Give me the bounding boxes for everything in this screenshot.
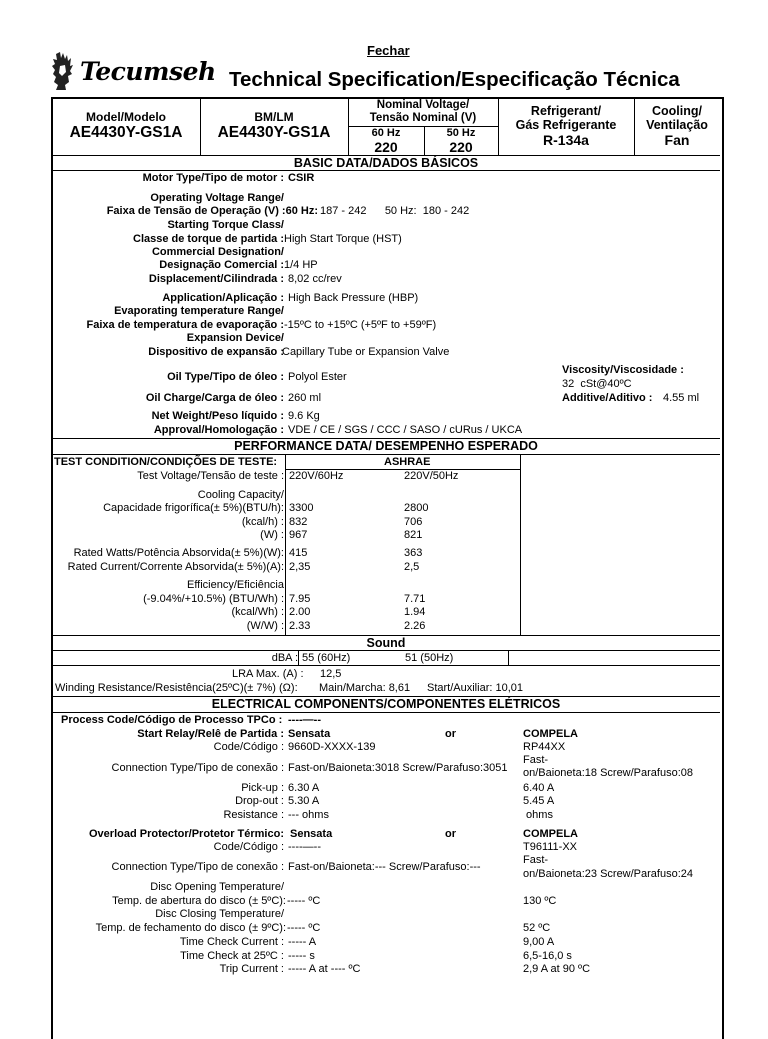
winding-main: Main/Marcha: 8,61 [319,682,411,694]
disc-open-label-1: Disc Opening Temperature/ [150,881,284,893]
voltage-label-1: Nominal Voltage/ [376,99,470,111]
overload-code-label: Code/Código : [213,841,284,853]
model-label: Model/Modelo [86,110,166,124]
rated-watts-label: Rated Watts/Potência Absorvida(± 5%)(W): [73,547,284,559]
commercial-value: 1/4 HP [284,259,318,271]
test-voltage-60: 220V/60Hz [289,470,344,482]
weight-label: Net Weight/Peso líquido : [151,410,284,422]
cooling-label-1: Cooling/ [652,104,702,118]
additive-label: Additive/Aditivo : [562,392,653,404]
trip-current-1: ----- A at ---- ºC [288,963,361,975]
hz60-label: 60 Hz [371,127,401,139]
torque-label-1: Starting Torque Class/ [167,219,284,231]
expansion-label-2: Dispositivo de expansão : [148,346,284,358]
kcalh-label: (kcal/h) : [241,516,284,528]
relay-connection-label: Connection Type/Tipo de conexão : [111,762,284,774]
start-relay-brand-2: COMPELA [523,728,578,740]
overload-code-1: ----—-- [288,841,321,853]
model-value: AE4430Y-GS1A [69,124,183,141]
time-check-current-2: 9,00 A [523,936,555,948]
voltage-range-value: 187 - 242 50 Hz: 180 - 242 [320,205,470,217]
voltage-range-label-1: Operating Voltage Range/ [150,192,284,204]
disc-open-1: ----- ºC [287,895,321,907]
disc-open-2: 130 ºC [523,895,557,907]
relay-code-label: Code/Código : [213,741,284,753]
pickup-1: 6.30 A [288,782,320,794]
bmlm-value: AE4430Y-GS1A [217,124,331,141]
brand-name: Tecumseh [80,57,216,86]
relay-code-2: RP44XX [523,741,566,753]
overload-brand-2: COMPELA [523,828,578,840]
dba-50: 51 (50Hz) [405,652,454,664]
rated-watts-60: 415 [289,547,308,559]
eff-btu-50: 7.71 [404,593,426,605]
dba-60: 55 (60Hz) [302,652,351,664]
eff-ww-label: (W/W) : [246,620,284,632]
oil-type-label: Oil Type/Tipo de óleo : [167,371,284,383]
expansion-value: Capillary Tube or Expansion Valve [282,346,450,358]
expansion-label-1: Expansion Device/ [186,332,284,344]
relay-connection-2-line-1: Fast- [523,754,549,766]
start-relay-brand-1: Sensata [288,728,331,740]
overload-connection-2-line-1: Fast- [523,854,549,866]
dropout-2: 5.45 A [523,795,555,807]
voltage-label-2: Tensão Nominal (V) [369,112,477,124]
oil-charge-value: 260 ml [288,392,322,404]
time-check-current-1: ----- A [288,936,317,948]
overload-label: Overload Protector/Protetor Térmico: [89,828,284,840]
pickup-label: Pick-up : [241,782,284,794]
disc-close-1: ----- ºC [287,922,321,934]
eff-kcal-label: (kcal/Wh) : [231,606,284,618]
bmlm-label: BM/LM [254,110,294,124]
refrigerant-value: R-134a [543,132,589,148]
kcalh-50: 706 [404,516,423,528]
application-label: Application/Aplicação : [162,292,284,304]
start-relay-or: or [445,728,456,740]
chief-head-icon [50,52,76,90]
additive-value: 4.55 ml [663,392,700,404]
viscosity-value: 32 cSt@40ºC [562,378,632,390]
viscosity-label: Viscosity/Viscosidade : [562,364,684,376]
test-voltage-50: 220V/50Hz [404,470,459,482]
hz50-label: 50 Hz [446,127,476,139]
refrigerant-label-1: Refrigerant/ [530,104,602,118]
disc-close-label-2: Temp. de fechamento do disco (± 9ºC): [95,922,286,934]
cooling-value: Fan [664,132,690,148]
process-code-value: ----—-- [288,714,321,726]
time-check-25-2: 6,5-16,0 s [523,950,572,962]
eff-ww-60: 2.33 [289,620,311,632]
overload-connection-label: Connection Type/Tipo de conexão : [111,861,284,873]
kcalh-60: 832 [289,516,308,528]
voltage-range-label-2: Faixa de Tensão de Operação (V) :60 Hz: [106,205,318,217]
start-relay-label: Start Relay/Relê de Partida : [137,728,284,740]
refrigerant-label-2: Gás Refrigerante [515,118,617,132]
resistance-2: ohms [523,809,553,821]
w-50: 821 [404,529,423,541]
eff-kcal-50: 1.94 [404,606,426,618]
trip-current-label: Trip Current : [219,963,284,975]
motor-type-label: Motor Type/Tipo de motor : [142,172,284,184]
relay-code-1: 9660D-XXXX-139 [288,741,376,753]
relay-connection-2-line-2: on/Baioneta:18 Screw/Parafuso:08 [523,767,694,779]
time-check-25-label: Time Check at 25ºC : [180,950,284,962]
commercial-label-1: Commercial Designation/ [151,246,284,258]
displacement-label: Displacement/Cilindrada : [148,273,284,285]
overload-or: or [445,828,456,840]
rated-watts-50: 363 [404,547,423,559]
performance-title: PERFORMANCE DATA/ DESEMPENHO ESPERADO [234,439,538,453]
resistance-label: Resistance : [223,809,284,821]
rated-current-label: Rated Current/Corrente Absorvida(± 5%)(A): [67,561,284,573]
trip-current-2: 2,9 A at 90 ºC [523,963,591,975]
evap-label-2: Faixa de temperatura de evaporação : [86,319,284,331]
w-60: 967 [289,529,308,541]
process-code-label: Process Code/Código de Processo TPCo : [61,714,283,726]
application-value: High Back Pressure (HBP) [288,292,419,304]
test-condition-label: TEST CONDITION/CONDIÇÕES DE TESTE: [54,456,278,468]
hz50-value: 220 [449,139,473,155]
oil-charge-label: Oil Charge/Carga de óleo : [145,392,284,404]
disc-close-2: 52 ºC [523,922,551,934]
overload-connection-1: Fast-on/Baioneta:--- Screw/Parafuso:--- [288,861,481,873]
oil-type-value: Polyol Ester [288,371,347,383]
evap-label-1: Evaporating temperature Range/ [114,305,284,317]
approval-value: VDE / CE / SGS / CCC / SASO / cURus / UKCA [288,424,523,436]
electrical-title: ELECTRICAL COMPONENTS/COMPONENTES ELÉTRICOS [211,697,561,711]
dba-label: dBA : [271,652,298,664]
btuh-50: 2800 [404,502,429,514]
motor-type-value: CSIR [288,172,315,184]
cooling-capacity-label-1: Cooling Capacity/ [197,489,284,501]
eff-btu-60: 7.95 [289,593,311,605]
weight-value: 9.6 Kg [288,410,320,422]
relay-connection-1: Fast-on/Baioneta:3018 Screw/Parafuso:3051 [288,762,508,774]
pickup-2: 6.40 A [523,782,555,794]
disc-close-label-1: Disc Closing Temperature/ [155,908,284,920]
lra-value: 12,5 [320,668,342,680]
eff-kcal-60: 2.00 [289,606,311,618]
torque-value: High Start Torque (HST) [284,233,402,245]
close-link[interactable]: Fechar [367,43,410,58]
displacement-value: 8,02 cc/rev [288,273,342,285]
test-condition-value: ASHRAE [384,456,431,468]
test-voltage-label: Test Voltage/Tensão de teste : [137,470,284,482]
rated-current-60: 2,35 [289,561,311,573]
torque-label-2: Classe de torque de partida : [133,233,284,245]
tecumseh-logo [50,52,216,92]
time-check-25-1: ----- s [288,950,315,962]
rated-current-50: 2,5 [404,561,420,573]
winding-label: Winding Resistance/Resistência(25ºC)(± 7%) (Ω): [55,682,298,694]
w-label: (W) : [260,529,284,541]
efficiency-label-1: Efficiency/Eficiência [186,579,284,591]
overload-code-2: T96111-XX [523,841,578,853]
lra-label: LRA Max. (A) : [232,668,304,680]
basic-data-title: BASIC DATA/DADOS BÁSICOS [293,156,479,170]
overload-brand-1: Sensata [290,828,333,840]
overload-connection-2-line-2: on/Baioneta:23 Screw/Parafuso:24 [523,868,694,880]
approval-label: Approval/Homologação : [153,424,284,436]
page-title: Technical Specification/Especificação Técnica [229,68,680,91]
hz60-value: 220 [374,139,398,155]
disc-open-label-2: Temp. de abertura do disco (± 5ºC): [112,895,286,907]
resistance-1: --- ohms [288,809,329,821]
winding-start: Start/Auxiliar: 10,01 [427,682,523,694]
efficiency-label-2: (-9.04%/+10.5%) (BTU/Wh) : [143,593,284,605]
commercial-label-2: Designação Comercial : [159,259,284,271]
sound-title: Sound [366,636,406,650]
btuh-60: 3300 [289,502,314,514]
evap-value: -15ºC to +15ºC (+5ºF to +59ºF) [284,319,437,331]
cooling-capacity-label-2: Capacidade frigorífica(± 5%)(BTU/h): [103,502,284,514]
eff-ww-50: 2.26 [404,620,426,632]
dropout-label: Drop-out : [235,795,284,807]
dropout-1: 5.30 A [288,795,320,807]
cooling-label-2: Ventilação [646,118,708,132]
time-check-current-label: Time Check Current : [179,936,284,948]
